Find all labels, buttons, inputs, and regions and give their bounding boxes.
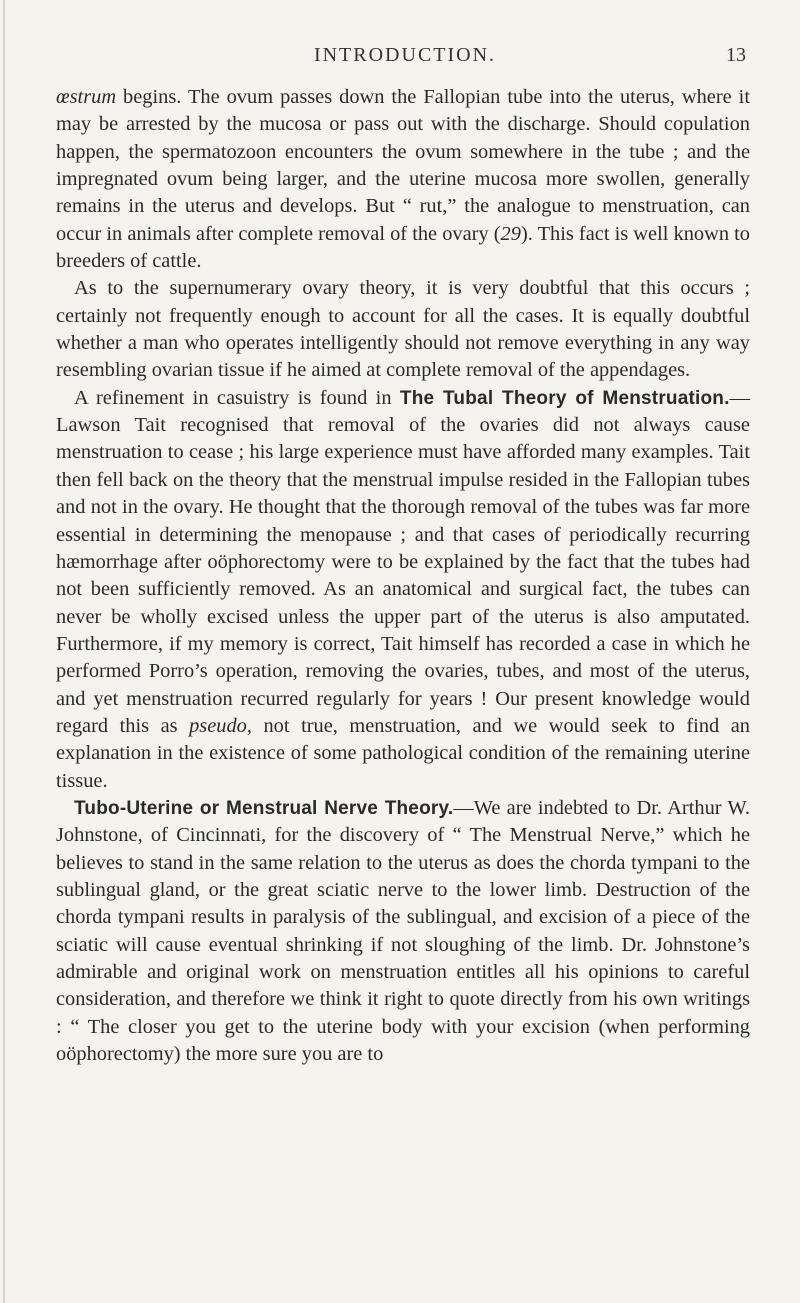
paragraph-text: A refinement in casuistry is found in <box>74 386 400 409</box>
paragraph-text: ). This fact is well known to breeders of cattle. <box>56 222 750 273</box>
running-head <box>60 44 750 74</box>
italic-text: pseudo, <box>189 714 252 737</box>
italic-text: 29 <box>500 222 521 245</box>
running-title: INTRODUCTION. <box>313 44 497 66</box>
page-edge-shadow <box>3 0 5 1303</box>
paragraph-text: As to the supernumerary ovary theory, it is very doubtful that this occurs ; certainly not frequently enough to account for all the cases. It is equally doubtful whether a man who operates intelligently should not remove everything in any way resembling ovarian tissue if he aimed at complete removal of the appendages. <box>56 277 750 382</box>
paragraph-continuation <box>56 84 750 275</box>
paragraph-text: —We are indebted to Dr. Arthur W. Johnstone, of Cincinnati, for the discovery of “ The Menstrual Nerve,” which he believes to stand in the same relation to the uterus as does the chorda tympani to the sublingual gland, or the great sciatic nerve to the lower limb. Destruction of the chorda tympani results in paralysis of the sublingual, and excision of a piece of the sciatic will cause eventual shrinking if not sloughing of the limb. Dr. Johnstone’s admirable and original work on menstruation entitles all his opinions to careful consideration, and therefore we think it right to quote directly from his own writings : “ The closer you get to the uterine body with your excision (when performing oöphorectomy) the more sure you are to <box>56 796 750 1066</box>
page-number: 13 <box>726 44 746 66</box>
paragraph-menstrual-nerve-theory <box>56 795 750 1068</box>
section-run-in-heading: Tubo-Uterine or Menstrual Nerve Theory. <box>74 797 454 819</box>
italic-text: œstrum <box>56 86 117 108</box>
paragraph-text: not true, menstruation, and we would seek to find an explanation in the existence of some pathological condition of the remaining uterine tissue. <box>56 714 750 792</box>
paragraph-supernumerary-ovary <box>56 275 750 384</box>
body-text <box>56 84 750 1068</box>
paragraph-text: begins. The ovum passes down the Fallopian tube into the uterus, where it may be arrested by the mucosa or pass out with the discharge. Should copulation happen, the spermatozoon encounters the ovum somewhere in the tube ; and the impregnated ovum being larger, and the uterine mucosa more swollen, generally remains in the uterus and develops. But “ rut,” the analogue to menstruation, can occur in animals after complete removal of the ovary ( <box>56 86 750 245</box>
section-run-in-heading: The Tubal Theory of Menstruation. <box>399 387 730 409</box>
paragraph-text: —Lawson Tait recognised that removal of the ovaries did not always cause menstruation to cease ; his large experience must have afforded many examples. Tait then fell back on the theory that the menstrual impulse resided in the Fallopian tubes and not in the ovary. He thought that the thorough removal of the tubes was far more essential in determining the menopause ; and that cases of periodically recurring hæmorrhage after oöphorectomy were to be explained by the fact that the tubes had not been sufficiently removed. As an anatomical and surgical fact, the tubes can never be wholly excised unless the upper part of the uterus is also amputated. Furthermore, if my memory is correct, Tait himself has recorded a case in which he performed Porro’s operation, removing the ovaries, tubes, and most of the uterus, and yet menstruation recurred regularly for years ! Our present knowledge would regard this as <box>56 386 750 737</box>
paragraph-tubal-theory <box>56 385 750 795</box>
